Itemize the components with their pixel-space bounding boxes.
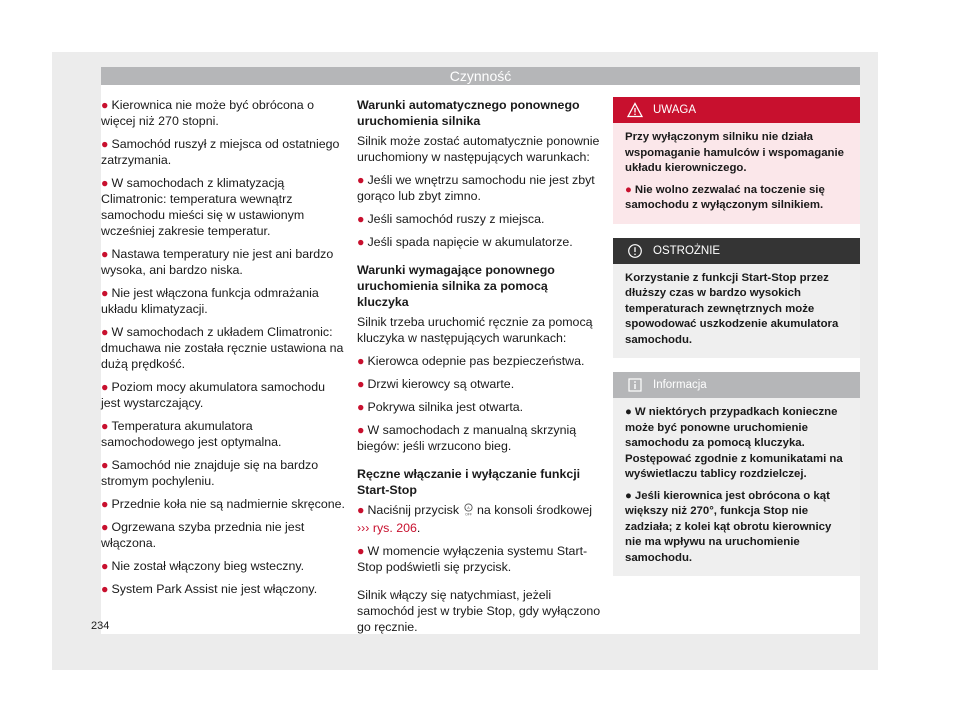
info-header [613, 372, 860, 398]
list-item: ● W niektórych przypadkach konieczne może być ponowne uruchomienie samochodu za pomocą kluczyka. Postępować zgodnie z komunikatami na wyświetlaczu tablicy rozdzielczej. [625, 406, 843, 480]
column-right [613, 97, 860, 590]
bullet-icon: ● [101, 497, 109, 511]
paragraph: Silnik może zostać automatycznie ponownie uruchomiony w następujących warunkach: [357, 134, 600, 164]
bullet-icon: ● [357, 235, 365, 249]
caution-title: OSTROŻNIE [653, 244, 721, 257]
list-item: ● Ogrzewana szyba przednia nie jest włączona. [101, 520, 305, 550]
list-item: ● Jeśli kierownica jest obrócona o kąt większy niż 270°, funkcja Stop nie zadziała; z kolei kąt obrotu kierownicy nie ma wpływu na uruchomienie samochodu. [625, 489, 832, 564]
bullet-icon: ● [101, 176, 109, 190]
list-item: ● Samochód nie znajduje się na bardzo stromym pochyleniu. [101, 458, 319, 488]
paragraph: Silnik trzeba uruchomić ręcznie za pomocą kluczyka w następujących warunkach: [357, 315, 593, 345]
bullet-icon: ● [101, 419, 109, 433]
list-item: ● Samochód ruszył z miejsca od ostatniego zatrzymania. [101, 137, 340, 167]
bullet-icon: ● [357, 544, 365, 558]
exclamation-circle-icon [627, 243, 643, 259]
list-item: ● Jeśli we wnętrzu samochodu nie jest zbyt gorąco lub zbyt zimno. [357, 173, 595, 203]
warning-body [613, 123, 860, 224]
bullet-icon: ● [357, 423, 365, 437]
list-item: ● W momencie wyłączenia systemu Start-Stop podświetli się przycisk. [357, 544, 588, 574]
page-number: 234 [91, 620, 110, 632]
bullet-icon: ● [101, 582, 109, 596]
list-item: ● Poziom mocy akumulatora samochodu jest wystarczający. [101, 380, 325, 410]
bullet-icon: ● [357, 173, 365, 187]
list-item: ● Nie został włączony bieg wsteczny. [101, 559, 305, 573]
caution-header [613, 238, 860, 264]
bullet-icon: ● [625, 489, 632, 502]
start-stop-button-icon [463, 503, 474, 520]
warning-text: Przy wyłączonym silniku nie działa wspomaganie hamulców i wspomaganie układu kierowniczego. [625, 131, 845, 174]
paragraph: Silnik włączy się natychmiast, jeżeli samochód jest w trybie Stop, gdy wyłączono go ręcznie. [357, 588, 601, 634]
caution-box [613, 238, 860, 359]
bullet-icon: ● [357, 503, 365, 517]
bullet-icon: ● [101, 380, 109, 394]
bullet-icon: ● [101, 247, 109, 261]
info-box [613, 372, 860, 576]
caution-text: Korzystanie z funkcji Start-Stop przez dłuższy czas w bardzo wysokich temperaturach zewnętrznych może spowodować uszkodzenie akumulatora samochodu. [625, 271, 839, 346]
page-title: Czynność [101, 67, 860, 85]
section-heading: Warunki automatycznego ponownego uruchomienia silnika [357, 98, 580, 128]
svg-text:OFF: OFF [464, 512, 472, 516]
list-item: ● W samochodach z układem Climatronic: dmuchawa nie została ręcznie ustawiona na dużą prędkość. [101, 325, 344, 371]
list-item: ● Jeśli spada napięcie w akumulatorze. [357, 235, 573, 249]
info-title: Informacja [653, 379, 707, 391]
figure-reference-link[interactable]: rys. 206 [372, 521, 417, 535]
column-left [101, 97, 346, 604]
list-item: ● Drzwi kierowcy są otwarte. [357, 377, 515, 391]
list-item: ● Kierownica nie może być obrócona o więcej niż 270 stopni. [101, 98, 314, 128]
list-item: ● W samochodach z manualną skrzynią biegów: jeśli wrzucono bieg. [357, 423, 577, 453]
warning-header [613, 97, 860, 123]
bullet-icon: ● [101, 458, 109, 472]
section-heading: Ręczne włączanie i wyłączanie funkcji Start-Stop [357, 467, 581, 497]
section-heading: Warunki wymagające ponownego uruchomienia silnika za pomocą kluczyka [357, 263, 555, 309]
list-item: ● Przednie koła nie są nadmiernie skręcone. [101, 497, 345, 511]
bullet-icon: ● [101, 520, 109, 534]
list-item: ● Pokrywa silnika jest otwarta. [357, 400, 524, 414]
list-item: ● Temperatura akumulatora samochodowego jest optymalna. [101, 419, 282, 449]
info-icon [627, 377, 643, 393]
warning-triangle-icon [627, 102, 643, 118]
list-item: ● Nie jest włączona funkcja odmrażania układu klimatyzacji. [101, 286, 319, 316]
bullet-icon: ● [101, 286, 109, 300]
bullet-icon: ● [101, 98, 109, 112]
bullet-icon: ● [101, 137, 109, 151]
list-item: ● Kierowca odepnie pas bezpieczeństwa. [357, 354, 585, 368]
column-middle [357, 97, 602, 642]
list-item: ● System Park Assist nie jest włączony. [101, 582, 318, 596]
warning-box [613, 97, 860, 224]
list-item: ● Nie wolno zezwalać na toczenie się samochodu z wyłączonym silnikiem. [625, 183, 825, 211]
list-item: ● W samochodach z klimatyzacją Climatronic: temperatura wewnątrz samochodu mieści się w ustawionym wcześniej zakresie temperatur. [101, 176, 305, 238]
bullet-icon: ● [101, 559, 109, 573]
list-item: ● Jeśli samochód ruszy z miejsca. [357, 212, 545, 226]
list-item: ● Nastawa temperatury nie jest ani bardzo wysoka, ani bardzo niska. [101, 247, 334, 277]
bullet-icon: ● [101, 325, 109, 339]
svg-text:A: A [466, 506, 470, 510]
caution-body [613, 264, 860, 359]
bullet-icon: ● [357, 400, 365, 414]
bullet-icon: ● [357, 377, 365, 391]
bullet-icon: ● [625, 406, 632, 418]
list-item: ● Naciśnij przycisk A OFF na konsoli środkowej ››› rys. 206. [357, 503, 592, 535]
warning-title: UWAGA [653, 104, 697, 116]
info-body [613, 398, 860, 576]
bullet-icon: ● [357, 354, 365, 368]
bullet-icon: ● [625, 183, 632, 196]
bullet-icon: ● [357, 212, 365, 226]
figure-reference-arrow: ››› [357, 521, 370, 535]
